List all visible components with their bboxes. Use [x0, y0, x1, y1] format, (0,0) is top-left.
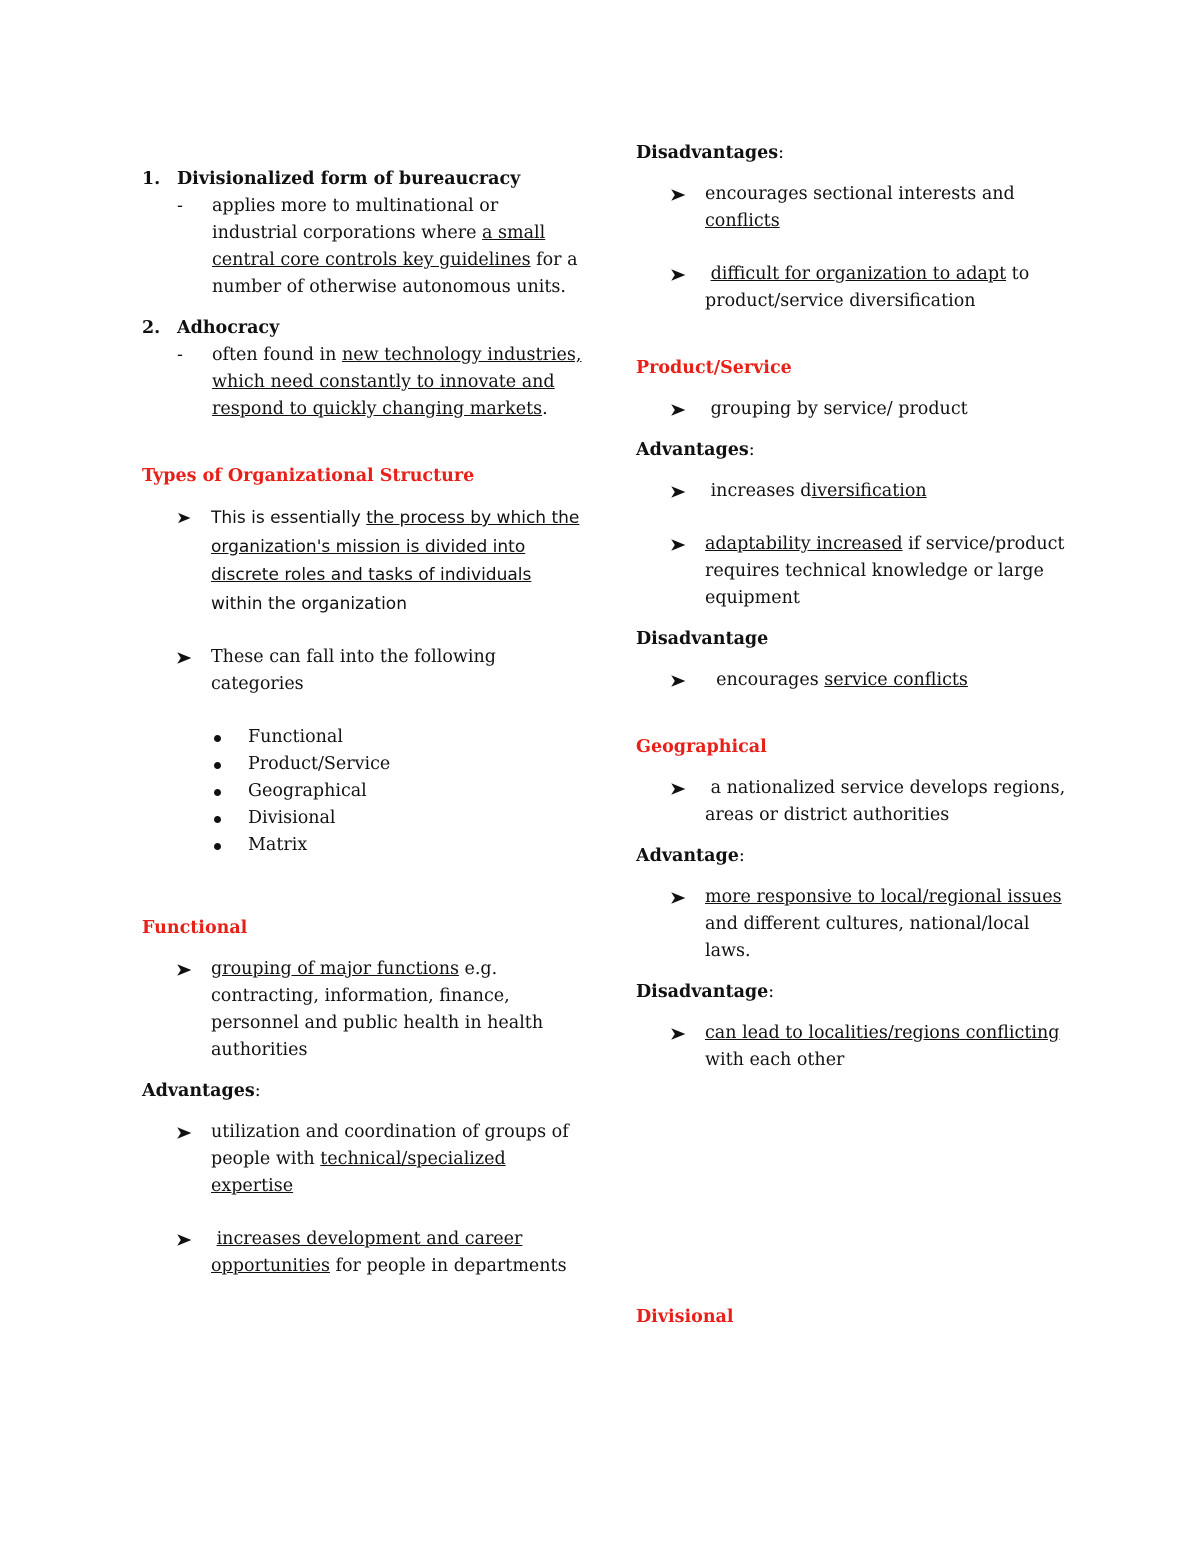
- text-run: for people in departments: [329, 1256, 567, 1276]
- list-item-2-desc: [142, 342, 582, 423]
- text-run: for a number of otherwise autonomous units.: [212, 250, 578, 297]
- round-bullet-icon: [214, 751, 248, 778]
- desc-text: [212, 342, 582, 423]
- right-column: [636, 140, 1076, 1331]
- arrow-item-text: [705, 531, 1076, 612]
- list-title: Adhocracy: [177, 318, 280, 338]
- disadvantage-label: Disadvantage: [636, 629, 769, 649]
- text-run: e.g. contracting, information, finance, personnel and public health in health authorities: [211, 959, 544, 1060]
- underlined-run: difficult for organization to adapt: [710, 264, 1007, 284]
- underlined-run: new technology industries, which need constantly to innovate and respond to quickly changing markets: [212, 345, 582, 419]
- arrow-item: [142, 1119, 582, 1200]
- category-label: Divisional: [248, 808, 336, 828]
- text-run: if service/product requires technical knowledge or large equipment: [705, 534, 1065, 608]
- category-label: Matrix: [248, 835, 308, 855]
- category-label: Functional: [248, 727, 343, 747]
- label-text: Advantage: [636, 846, 739, 866]
- arrow-item-text: [705, 396, 1076, 423]
- list-title: Divisionalized form of bureaucracy: [177, 169, 521, 189]
- text-run: encourages sectional interests and: [705, 184, 1015, 204]
- label-text: Advantages: [636, 440, 749, 460]
- arrow-item: [636, 667, 1076, 694]
- category-item: [142, 751, 582, 778]
- category-label: Product/Service: [248, 754, 391, 774]
- underlined-run: a small central core controls key guidelines: [212, 223, 546, 270]
- arrow-item: [636, 531, 1076, 612]
- arrow-bullet-icon: ➤: [669, 671, 686, 690]
- arrow-item: [636, 181, 1076, 235]
- underlined-run: conflicts: [705, 211, 780, 231]
- text-run: with each other: [705, 1050, 845, 1070]
- arrow-item-text: [705, 775, 1076, 829]
- arrow-bullet-icon: ➤: [669, 1024, 686, 1043]
- label-text: Disadvantage: [636, 982, 769, 1002]
- text-run: grouping by service/ product: [710, 399, 968, 419]
- text-run: encourages: [716, 670, 825, 690]
- category-item: [142, 778, 582, 805]
- arrow-item-text: [211, 956, 582, 1064]
- underlined-run: the process by which the organization's mission is divided into discrete roles and tasks of individuals: [211, 508, 580, 585]
- text-run: within the organization: [211, 593, 407, 614]
- category-item: [142, 832, 582, 859]
- dash-marker: -: [177, 196, 183, 216]
- section-heading-functional: Functional: [142, 918, 248, 938]
- arrow-item-text: [705, 261, 1076, 315]
- section-heading-product-service: Product/Service: [636, 358, 792, 378]
- text-run: and different cultures, national/local laws.: [705, 914, 1030, 961]
- list-number: 1.: [142, 169, 161, 189]
- section-heading-geographical: Geographical: [636, 737, 767, 757]
- list-item-1-title: [142, 166, 582, 193]
- text-run: increases d: [710, 481, 812, 501]
- underlined-run: can lead to localities/regions conflicting: [705, 1023, 1060, 1043]
- advantage-label: [636, 843, 1076, 870]
- section-heading-divisional: Divisional: [636, 1307, 734, 1327]
- arrow-item-text: [705, 1020, 1076, 1074]
- arrow-item: [636, 396, 1076, 423]
- arrow-bullet-icon: ➤: [669, 888, 686, 907]
- round-bullet-icon: [214, 778, 248, 805]
- dash-marker: -: [177, 345, 183, 365]
- arrow-item: [142, 644, 582, 698]
- arrow-item: [636, 775, 1076, 829]
- round-bullet-icon: [214, 805, 248, 832]
- underlined-run: iversification: [811, 481, 927, 501]
- arrow-bullet-icon: ➤: [669, 400, 686, 419]
- arrow-item-text: [705, 667, 1076, 694]
- underlined-run: technical/specialized expertise: [211, 1149, 506, 1196]
- underlined-run: increases development and career opportunities: [211, 1229, 523, 1276]
- advantages-label: [142, 1078, 582, 1105]
- label-text: Advantages: [142, 1081, 255, 1101]
- text-run: applies more to multinational or industrial corporations where: [212, 196, 499, 243]
- text-run: utilization and coordination of groups of people with: [211, 1122, 569, 1169]
- text-run: .: [542, 399, 548, 419]
- round-bullet-icon: [214, 724, 248, 751]
- category-item: [142, 805, 582, 832]
- advantages-label: [636, 437, 1076, 464]
- arrow-item: [142, 1226, 582, 1280]
- text-run: This is essentially: [211, 508, 367, 528]
- label-text: Disadvantages: [636, 143, 779, 163]
- underlined-run: more responsive to local/regional issues: [705, 887, 1062, 907]
- colon: :: [748, 440, 755, 460]
- arrow-bullet-icon: ➤: [669, 779, 686, 798]
- arrow-item: [142, 504, 582, 618]
- underlined-run: grouping of major functions: [211, 959, 459, 979]
- disadvantage-label: [636, 979, 1076, 1006]
- text-run: a nationalized service develops regions, areas or district authorities: [705, 778, 1066, 825]
- arrow-item: [142, 956, 582, 1064]
- arrow-item: [636, 478, 1076, 505]
- desc-text: [212, 193, 582, 301]
- arrow-item-text: [705, 478, 1076, 505]
- arrow-item-text: [211, 1119, 582, 1200]
- text-run: often found in: [212, 345, 342, 365]
- category-item: [142, 724, 582, 751]
- colon: :: [778, 143, 785, 163]
- arrow-bullet-icon: ➤: [669, 482, 686, 501]
- arrow-bullet-icon: ➤: [175, 1230, 192, 1249]
- arrow-bullet-icon: ➤: [175, 960, 192, 979]
- arrow-item: [636, 1020, 1076, 1074]
- list-number: 2.: [142, 318, 161, 338]
- underlined-run: service conflicts: [824, 670, 968, 690]
- arrow-item: [636, 884, 1076, 965]
- colon: :: [768, 982, 775, 1002]
- round-bullet-icon: [214, 832, 248, 859]
- arrow-item-text: [211, 1226, 582, 1280]
- list-item-2-title: [142, 315, 582, 342]
- category-label: Geographical: [248, 781, 367, 801]
- arrow-bullet-icon: ➤: [669, 185, 686, 204]
- text-run: to product/service diversification: [705, 264, 1030, 311]
- arrow-item: [636, 261, 1076, 315]
- arrow-bullet-icon: ➤: [669, 535, 686, 554]
- disadvantages-label: [636, 140, 1076, 167]
- left-column: [142, 166, 582, 1280]
- arrow-bullet-icon: ➤: [669, 265, 686, 284]
- arrow-item-text: [705, 181, 1076, 235]
- colon: :: [254, 1081, 261, 1101]
- section-heading-types: Types of Organizational Structure: [142, 466, 475, 486]
- colon: :: [738, 846, 745, 866]
- arrow-bullet-icon: ➤: [175, 1123, 192, 1142]
- arrow-item-text: [705, 884, 1076, 965]
- list-item-1-desc: [142, 193, 582, 301]
- arrow-item-text: [211, 504, 582, 618]
- arrow-item-text: These can fall into the following categories: [211, 647, 496, 694]
- arrow-bullet-icon: ➤: [175, 648, 192, 667]
- underlined-run: adaptability increased: [705, 534, 903, 554]
- arrow-bullet-icon: ➤: [175, 508, 192, 527]
